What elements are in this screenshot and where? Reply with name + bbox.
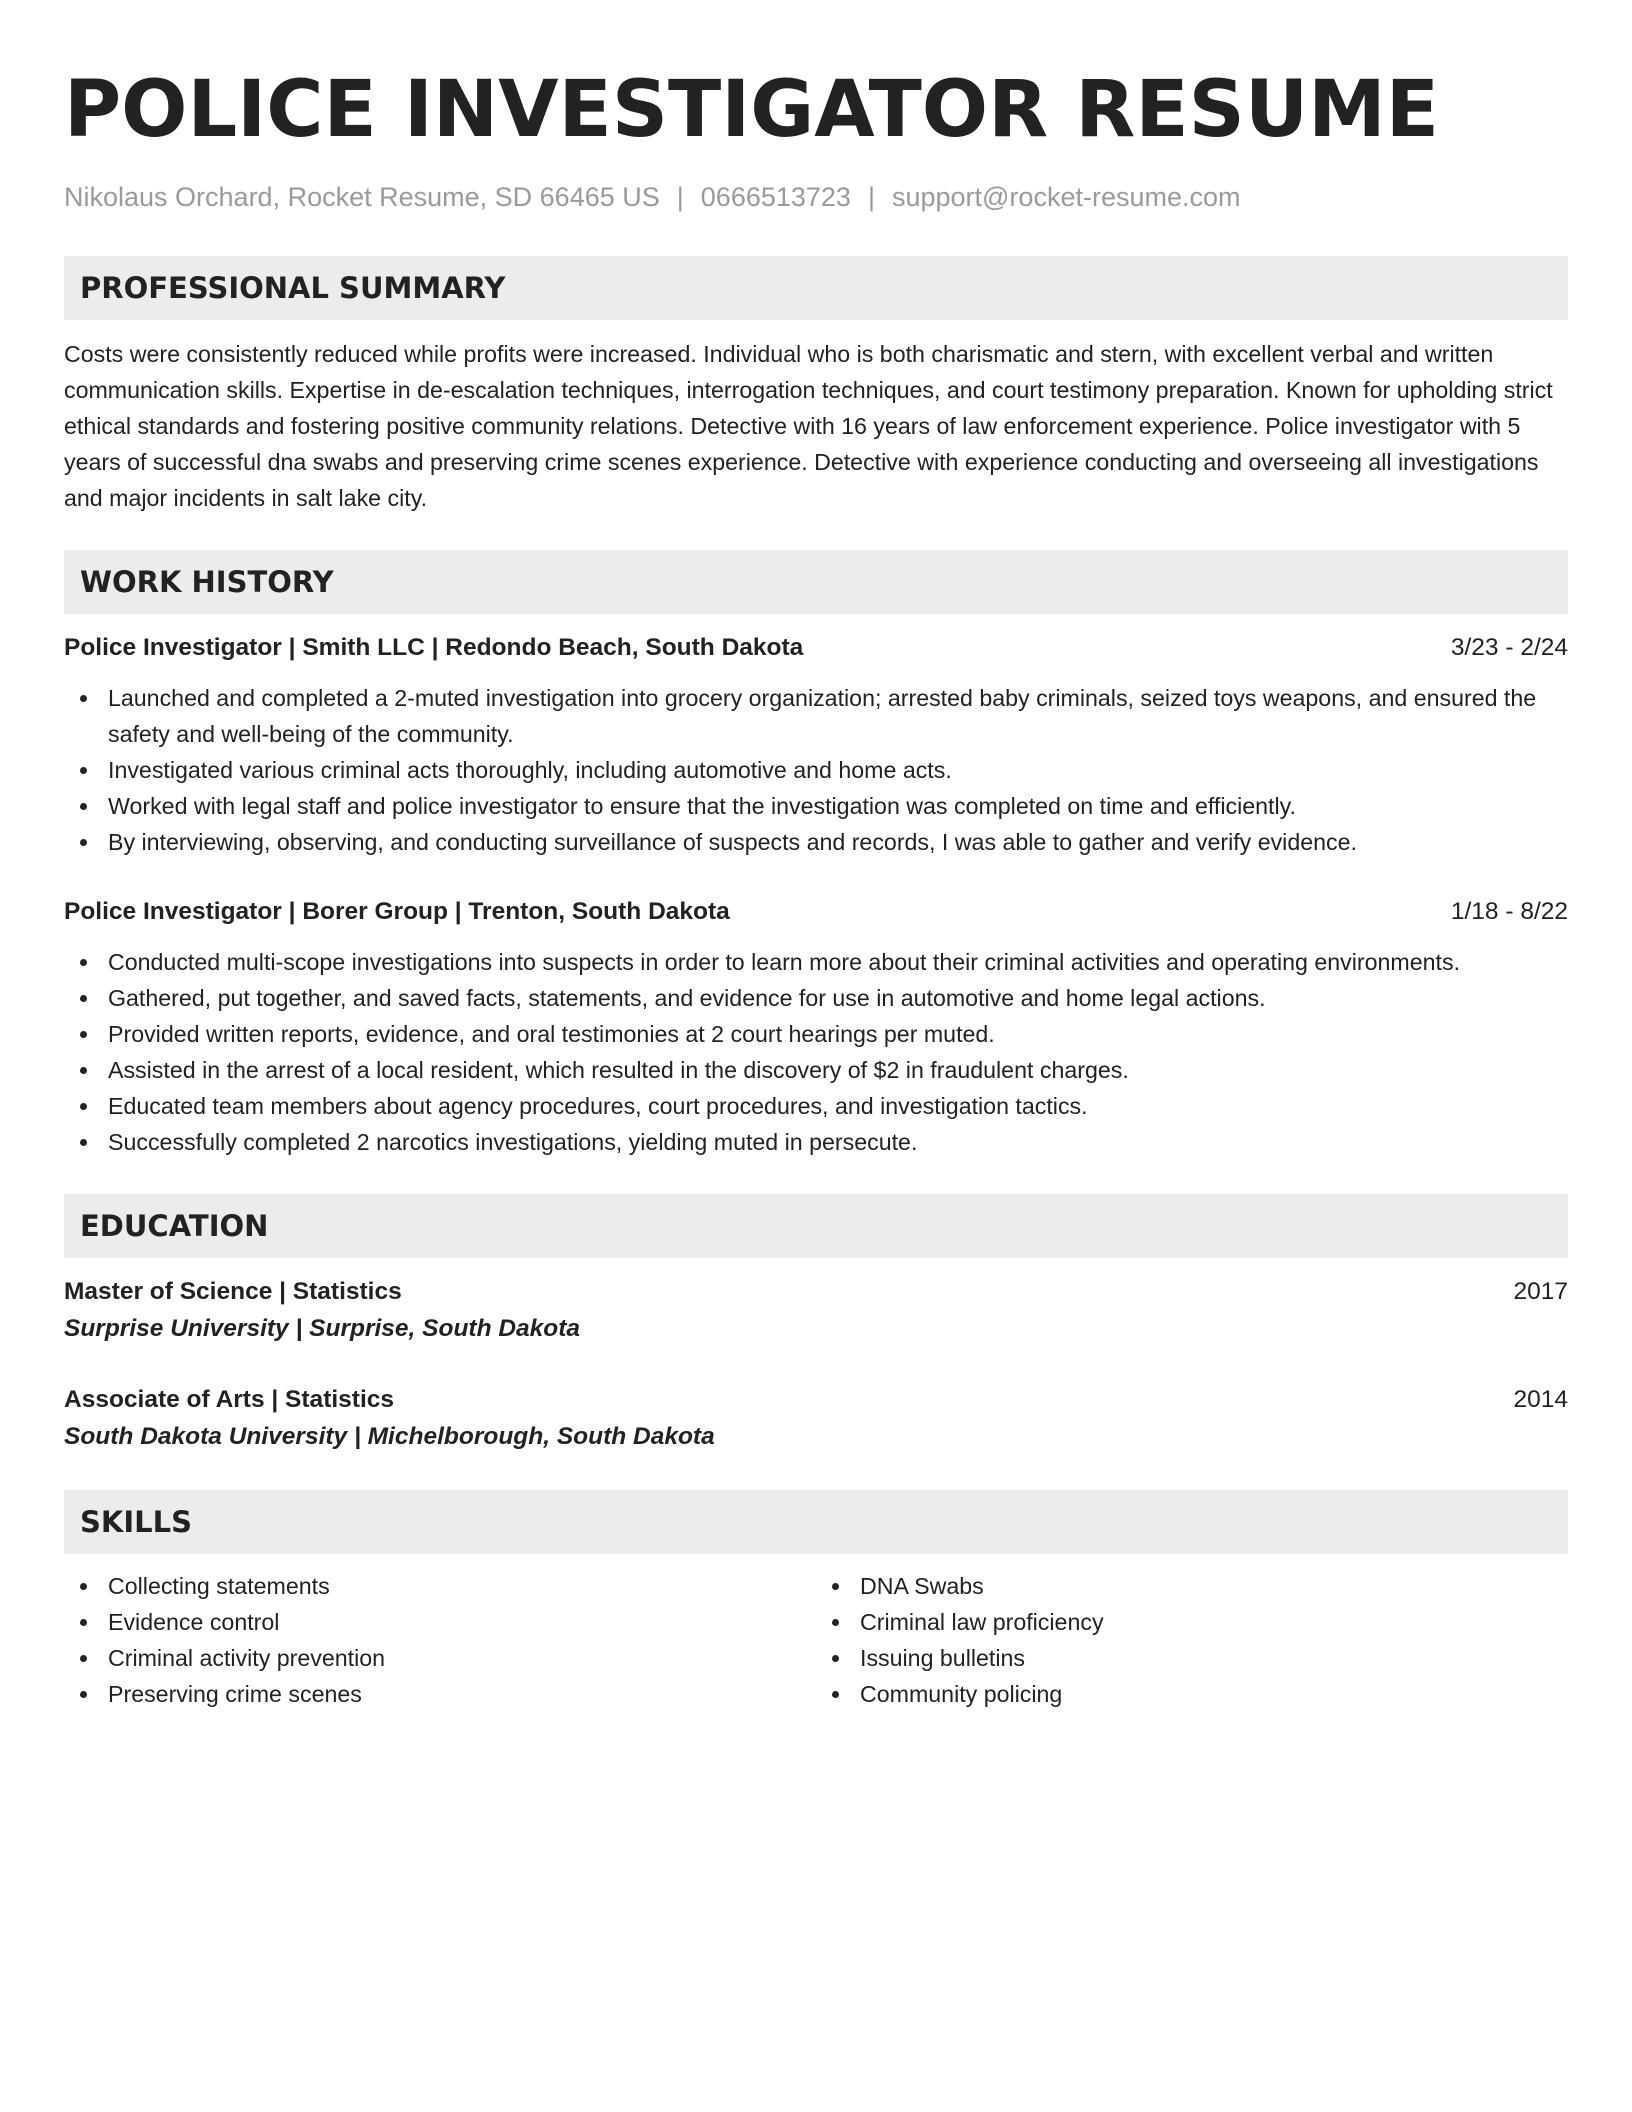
job-bullet: By interviewing, observing, and conducting surveillance of suspects and records, I was able to gather and verify evidence. bbox=[64, 824, 1568, 860]
skills-list bbox=[64, 1568, 1568, 1712]
job-bullet: Conducted multi-scope investigations into suspects in order to learn more about their criminal activities and operating environments. bbox=[64, 944, 1568, 980]
job-bullet: Worked with legal staff and police investigator to ensure that the investigation was completed on time and efficiently. bbox=[64, 788, 1568, 824]
skills-column-right bbox=[816, 1568, 1568, 1712]
job-date: 1/18 - 8/22 bbox=[1450, 898, 1568, 925]
education-entry bbox=[64, 1274, 1568, 1348]
contact-separator: | bbox=[867, 182, 875, 212]
job-entry bbox=[64, 894, 1568, 1160]
education-year: 2017 bbox=[1513, 1278, 1568, 1305]
section-heading-work: WORK HISTORY bbox=[64, 550, 1568, 614]
education-year: 2014 bbox=[1513, 1386, 1568, 1413]
skill-item: DNA Swabs bbox=[816, 1568, 1568, 1604]
job-title: Police Investigator | Borer Group | Trenton, South Dakota bbox=[64, 898, 730, 925]
education-header bbox=[64, 1274, 1568, 1310]
job-title: Police Investigator | Smith LLC | Redondo Beach, South Dakota bbox=[64, 634, 804, 661]
education-entry bbox=[64, 1382, 1568, 1456]
contact-email: support@rocket-resume.com bbox=[891, 182, 1241, 212]
job-date: 3/23 - 2/24 bbox=[1450, 634, 1568, 661]
contact-phone: 0666513723 bbox=[700, 182, 851, 212]
job-header bbox=[64, 894, 1568, 930]
skill-item: Issuing bulletins bbox=[816, 1640, 1568, 1676]
education-degree: Master of Science | Statistics bbox=[64, 1278, 402, 1305]
skill-item: Evidence control bbox=[64, 1604, 816, 1640]
section-heading-summary: PROFESSIONAL SUMMARY bbox=[64, 256, 1568, 320]
skill-item: Criminal law proficiency bbox=[816, 1604, 1568, 1640]
job-bullet: Launched and completed a 2-muted investigation into grocery organization; arrested baby criminals, seized toys weapons, and ensured the safety and well-being of the community. bbox=[64, 680, 1568, 752]
skill-item: Preserving crime scenes bbox=[64, 1676, 816, 1712]
summary-text: Costs were consistently reduced while profits were increased. Individual who is both charismatic and stern, with excellent verbal and written communication skills. Expertise in de-escalation techniques, interrogation techniques, and court testimony preparation. Known for upholding strict ethical standards and fostering positive community relations. Detective with 16 years of law enforcement experience. Police investigator with 5 years of successful dna swabs and preserving crime scenes experience. Detective with experience conducting and overseeing all investigations and major incidents in salt lake city. bbox=[64, 341, 1553, 511]
job-bullet: Investigated various criminal acts thoroughly, including automotive and home acts. bbox=[64, 752, 1568, 788]
job-bullet: Gathered, put together, and saved facts, statements, and evidence for use in automotive and home legal actions. bbox=[64, 980, 1568, 1016]
contact-line bbox=[64, 180, 1568, 214]
education-header bbox=[64, 1382, 1568, 1418]
contact-address: Nikolaus Orchard, Rocket Resume, SD 66465 US bbox=[64, 182, 660, 212]
job-bullet: Successfully completed 2 narcotics investigations, yielding muted in persecute. bbox=[64, 1124, 1568, 1160]
job-bullet: Educated team members about agency procedures, court procedures, and investigation tactics. bbox=[64, 1088, 1568, 1124]
section-heading-skills: SKILLS bbox=[64, 1490, 1568, 1554]
section-heading-education: EDUCATION bbox=[64, 1194, 1568, 1258]
job-header bbox=[64, 630, 1568, 666]
education-degree: Associate of Arts | Statistics bbox=[64, 1386, 394, 1413]
skill-item: Community policing bbox=[816, 1676, 1568, 1712]
skills-column-left bbox=[64, 1568, 816, 1712]
job-entry bbox=[64, 630, 1568, 860]
education-school: Surprise University | Surprise, South Dakota bbox=[64, 1315, 581, 1342]
resume-title: POLICE INVESTIGATOR RESUME bbox=[64, 65, 1440, 155]
job-bullets bbox=[64, 680, 1568, 860]
skill-item: Criminal activity prevention bbox=[64, 1640, 816, 1676]
skill-item: Collecting statements bbox=[64, 1568, 816, 1604]
contact-separator: | bbox=[676, 182, 684, 212]
job-bullets bbox=[64, 944, 1568, 1160]
education-school: South Dakota University | Michelborough, South Dakota bbox=[64, 1423, 715, 1450]
job-bullet: Provided written reports, evidence, and oral testimonies at 2 court hearings per muted. bbox=[64, 1016, 1568, 1052]
job-bullet: Assisted in the arrest of a local resident, which resulted in the discovery of $2 in fraudulent charges. bbox=[64, 1052, 1568, 1088]
